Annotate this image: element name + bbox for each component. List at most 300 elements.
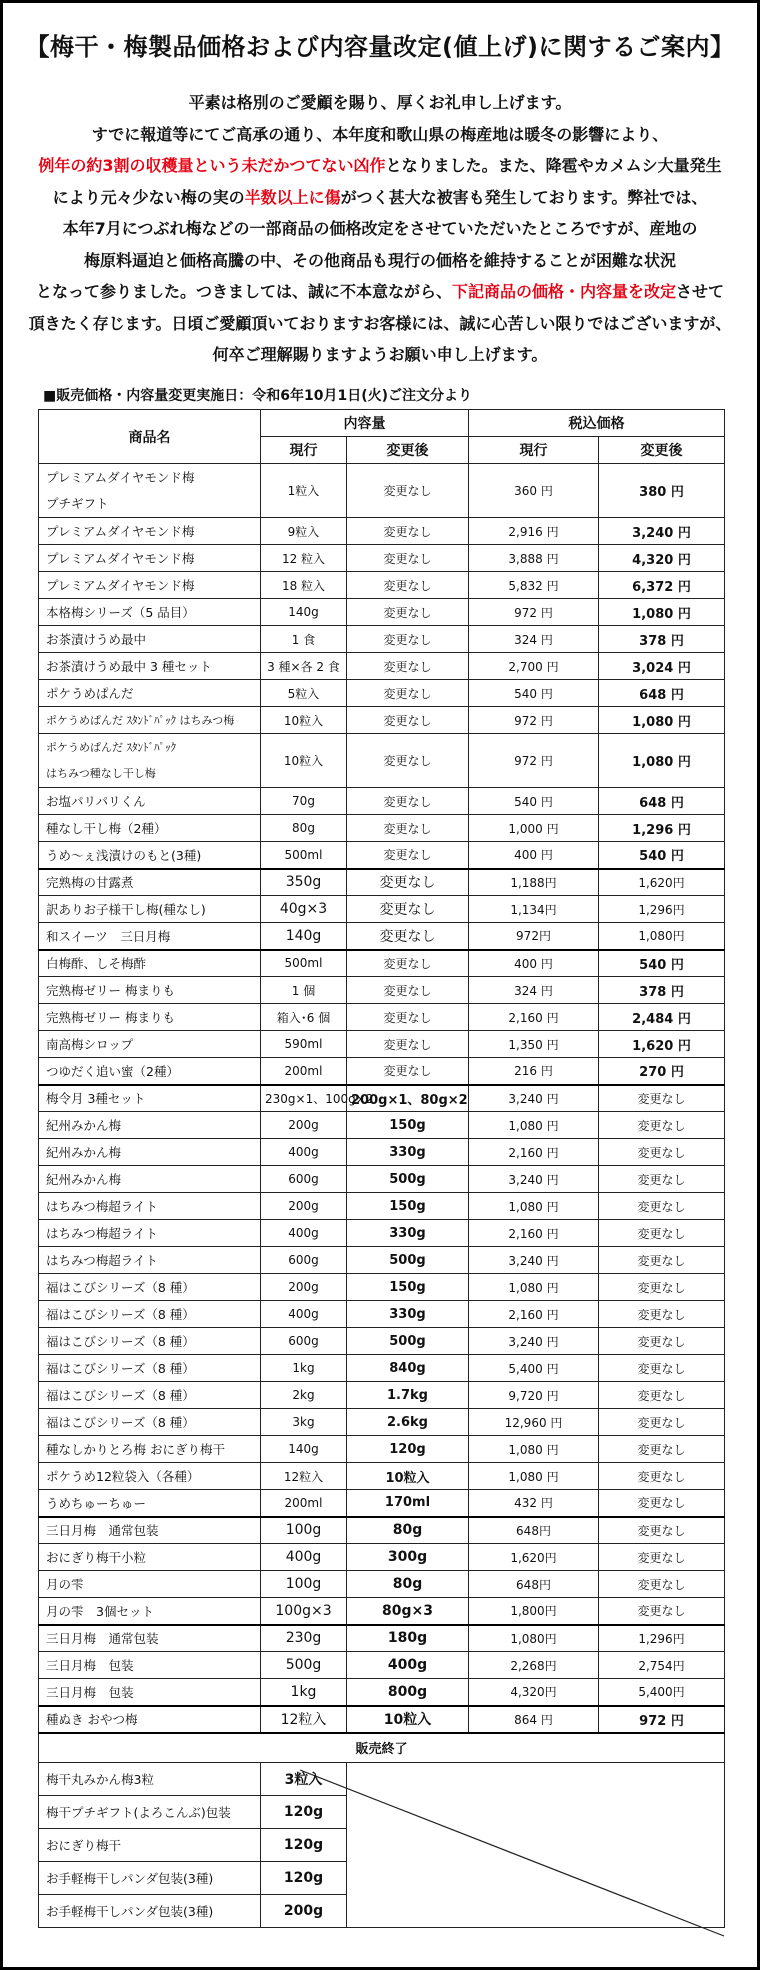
header-price-after: 変更後: [599, 437, 725, 464]
price-current: 1,134円: [469, 896, 599, 923]
price-current: 5,400 円: [469, 1355, 599, 1382]
content-current: 12 粒入: [261, 545, 347, 572]
price-after: 1,296円: [599, 1625, 725, 1652]
content-current: 140g: [261, 599, 347, 626]
price-table: [38, 409, 725, 1928]
content-after: 変更なし: [347, 734, 469, 788]
product-name: お塩パリパリくん: [39, 788, 261, 815]
content-after: 変更なし: [347, 572, 469, 599]
content-current: 5粒入: [261, 680, 347, 707]
product-name: 福はこびシリーズ（8 種）: [39, 1382, 261, 1409]
content-after: 変更なし: [347, 1058, 469, 1085]
price-after: 1,296 円: [599, 815, 725, 842]
header-product: 商品名: [39, 410, 261, 464]
price-current: 1,188円: [469, 869, 599, 896]
price-current: 972 円: [469, 599, 599, 626]
price-current: 3,240 円: [469, 1166, 599, 1193]
table-row: [39, 518, 725, 545]
product-name: [39, 464, 261, 518]
content-after: 330g: [347, 1220, 469, 1247]
content-current: 40g×3: [261, 896, 347, 923]
price-current: 400 円: [469, 950, 599, 977]
product-name: ポケうめぱんだ ｽﾀﾝﾄﾞﾊﾟｯｸ はちみつ梅: [39, 707, 261, 734]
price-current: 648円: [469, 1517, 599, 1544]
content-current: 200g: [261, 1274, 347, 1301]
price-current: 1,080 円: [469, 1274, 599, 1301]
content-after: 変更なし: [347, 842, 469, 869]
content-current: 3 種×各 2 食: [261, 653, 347, 680]
product-name: 梅令月 3種セット: [39, 1085, 261, 1112]
price-current: 432 円: [469, 1490, 599, 1517]
header-price-current: 現行: [469, 437, 599, 464]
table-row: [39, 1328, 725, 1355]
price-current: 1,800円: [469, 1598, 599, 1625]
price-after: 変更なし: [599, 1193, 725, 1220]
price-table-body: [39, 464, 725, 1928]
intro-text: [3, 87, 757, 371]
content-current: 100g×3: [261, 1598, 347, 1625]
content-current: 140g: [261, 923, 347, 950]
content-after: 変更なし: [347, 923, 469, 950]
content-after: 10粒入: [347, 1706, 469, 1733]
price-current: 3,240 円: [469, 1247, 599, 1274]
table-row: [39, 1220, 725, 1247]
intro-line: [3, 213, 757, 245]
price-after: 変更なし: [599, 1544, 725, 1571]
ended-content: 120g: [261, 1829, 347, 1862]
table-row: [39, 1274, 725, 1301]
table-row: [39, 1031, 725, 1058]
product-name: プレミアムダイヤモンド梅: [39, 545, 261, 572]
content-after: 120g: [347, 1436, 469, 1463]
price-current: 1,080 円: [469, 1193, 599, 1220]
ended-diagonal-line: [300, 1770, 724, 1936]
table-row: [39, 1463, 725, 1490]
intro-segment: すでに報道等にてご高承の通り、本年度和歌山県の梅産地は暖冬の影響により、: [91, 124, 669, 144]
content-current: 500ml: [261, 842, 347, 869]
price-after: 変更なし: [599, 1517, 725, 1544]
price-current: 2,160 円: [469, 1004, 599, 1031]
content-current: 100g: [261, 1517, 347, 1544]
price-current: 972 円: [469, 734, 599, 788]
content-after: 変更なし: [347, 896, 469, 923]
content-current: 10粒入: [261, 707, 347, 734]
content-after: 2.6kg: [347, 1409, 469, 1436]
content-after: 80g: [347, 1571, 469, 1598]
price-current: 972 円: [469, 707, 599, 734]
content-current: 350g: [261, 869, 347, 896]
price-current: 3,240 円: [469, 1085, 599, 1112]
content-after: 500g: [347, 1166, 469, 1193]
table-row: [39, 1571, 725, 1598]
price-after: 変更なし: [599, 1436, 725, 1463]
price-current: 1,080円: [469, 1625, 599, 1652]
ended-product-name: お手軽梅干しパンダ包装(3種): [39, 1895, 261, 1928]
intro-segment: がつく甚大な被害も発生しております。弊社では、: [340, 187, 708, 207]
table-row: [39, 1679, 725, 1706]
content-after: 840g: [347, 1355, 469, 1382]
content-current: 140g: [261, 1436, 347, 1463]
page-title: 【梅干・梅製品価格および内容量改定(値上げ)に関するご案内】: [25, 33, 735, 61]
price-current: 216 円: [469, 1058, 599, 1085]
product-name: 種なしかりとろ梅 おにぎり梅干: [39, 1436, 261, 1463]
product-name: 本格梅シリーズ（5 品目）: [39, 599, 261, 626]
content-current: 2kg: [261, 1382, 347, 1409]
content-current: 600g: [261, 1166, 347, 1193]
table-row: [39, 572, 725, 599]
content-current: 200ml: [261, 1490, 347, 1517]
product-name: 完熟梅の甘露煮: [39, 869, 261, 896]
content-current: 400g: [261, 1544, 347, 1571]
price-after: 540 円: [599, 842, 725, 869]
content-after: 80g×3: [347, 1598, 469, 1625]
table-row: [39, 1652, 725, 1679]
content-current: 1 個: [261, 977, 347, 1004]
product-name: 和スイーツ 三日月梅: [39, 923, 261, 950]
price-current: 324 円: [469, 626, 599, 653]
price-after: 3,024 円: [599, 653, 725, 680]
price-after: 変更なし: [599, 1328, 725, 1355]
table-row: [39, 869, 725, 896]
price-current: 1,350 円: [469, 1031, 599, 1058]
intro-line: [3, 339, 757, 371]
table-row: [39, 815, 725, 842]
price-after: 648 円: [599, 788, 725, 815]
product-name: 種なし干し梅（2種）: [39, 815, 261, 842]
product-name: ポケうめぱんだ: [39, 680, 261, 707]
content-current: 500ml: [261, 950, 347, 977]
product-name-line: ポケうめぱんだ ｽﾀﾝﾄﾞﾊﾟｯｸ: [46, 740, 176, 754]
table-row: [39, 977, 725, 1004]
content-after: 150g: [347, 1193, 469, 1220]
table-row: [39, 842, 725, 869]
price-after: 1,080円: [599, 923, 725, 950]
ended-content: 3粒入: [261, 1763, 347, 1796]
content-after: 変更なし: [347, 950, 469, 977]
intro-segment: 本年7月につぶれ梅などの一部商品の価格改定をさせていただいたところですが、産地の: [62, 219, 698, 238]
content-current: 10粒入: [261, 734, 347, 788]
content-current: 500g: [261, 1652, 347, 1679]
price-after: 2,754円: [599, 1652, 725, 1679]
price-current: 648円: [469, 1571, 599, 1598]
table-row: [39, 1193, 725, 1220]
table-row: [39, 1409, 725, 1436]
price-after: 変更なし: [599, 1112, 725, 1139]
product-name: 福はこびシリーズ（8 種）: [39, 1328, 261, 1355]
content-current: 18 粒入: [261, 572, 347, 599]
content-current: 12粒入: [261, 1706, 347, 1733]
intro-line: [3, 276, 757, 308]
product-name: 月の雫 3個セット: [39, 1598, 261, 1625]
price-after: 変更なし: [599, 1571, 725, 1598]
table-row: [39, 1706, 725, 1733]
price-current: 3,240 円: [469, 1328, 599, 1355]
table-row: [39, 1355, 725, 1382]
content-current: 400g: [261, 1139, 347, 1166]
content-after: 330g: [347, 1301, 469, 1328]
content-current: 箱入･6 個: [261, 1004, 347, 1031]
content-after: 400g: [347, 1652, 469, 1679]
price-after: 変更なし: [599, 1598, 725, 1625]
table-row: [39, 1517, 725, 1544]
intro-segment: 梅原料逼迫と価格高騰の中、その他商品も現行の価格を維持することが困難な状況: [83, 250, 676, 270]
content-after: 変更なし: [347, 788, 469, 815]
price-current: 864 円: [469, 1706, 599, 1733]
content-after: 170ml: [347, 1490, 469, 1517]
product-name: 福はこびシリーズ（8 種）: [39, 1409, 261, 1436]
price-after: 1,620 円: [599, 1031, 725, 1058]
content-after: 変更なし: [347, 707, 469, 734]
content-after: 変更なし: [347, 977, 469, 1004]
table-row: [39, 896, 725, 923]
content-current: 200g: [261, 1112, 347, 1139]
product-name: [39, 734, 261, 788]
intro-highlight: 例年の約3割の収穫量という未だかつてない凶作: [38, 156, 386, 175]
product-name: 南高梅シロップ: [39, 1031, 261, 1058]
product-name: 完熟梅ゼリー 梅まりも: [39, 1004, 261, 1031]
content-current: 600g: [261, 1247, 347, 1274]
content-after: 変更なし: [347, 680, 469, 707]
price-after: 270 円: [599, 1058, 725, 1085]
product-name: ポケうめ12粒袋入（各種）: [39, 1463, 261, 1490]
price-current: 1,620円: [469, 1544, 599, 1571]
content-current: 590ml: [261, 1031, 347, 1058]
product-name: 三日月梅 通常包装: [39, 1517, 261, 1544]
price-after: 変更なし: [599, 1247, 725, 1274]
table-row: [39, 1166, 725, 1193]
content-after: 200g×1、80g×2: [347, 1085, 469, 1112]
content-current: 400g: [261, 1220, 347, 1247]
content-after: 変更なし: [347, 464, 469, 518]
content-after: 500g: [347, 1328, 469, 1355]
table-row: [39, 950, 725, 977]
table-row: [39, 734, 725, 788]
price-current: 9,720 円: [469, 1382, 599, 1409]
intro-segment: となって参りました。つきましては、誠に不本意ながら、: [35, 282, 452, 301]
table-row: [39, 1436, 725, 1463]
price-current: 2,268円: [469, 1652, 599, 1679]
content-current: 1kg: [261, 1679, 347, 1706]
table-row: [39, 1004, 725, 1031]
content-after: 500g: [347, 1247, 469, 1274]
intro-segment: となりました。また、降雹やカメムシ大量発生: [385, 156, 722, 175]
content-current: 9粒入: [261, 518, 347, 545]
price-after: 変更なし: [599, 1301, 725, 1328]
price-current: 2,160 円: [469, 1139, 599, 1166]
content-after: 変更なし: [347, 1031, 469, 1058]
ended-label-row: [39, 1733, 725, 1763]
content-after: 変更なし: [347, 545, 469, 572]
intro-highlight: 下記商品の価格・内容量を改定: [451, 282, 676, 301]
intro-line: [3, 150, 757, 182]
price-after: 540 円: [599, 950, 725, 977]
price-current: 2,160 円: [469, 1301, 599, 1328]
content-current: 600g: [261, 1328, 347, 1355]
table-row: [39, 545, 725, 572]
product-name: プレミアムダイヤモンド梅: [39, 572, 261, 599]
price-current: 972円: [469, 923, 599, 950]
header-content-after: 変更後: [347, 437, 469, 464]
product-name: 紀州みかん梅: [39, 1112, 261, 1139]
price-after: 変更なし: [599, 1274, 725, 1301]
product-name: 福はこびシリーズ（8 種）: [39, 1301, 261, 1328]
price-table-wrap: [38, 409, 724, 1935]
intro-highlight: 半数以上に傷: [244, 187, 341, 207]
price-after: 5,400円: [599, 1679, 725, 1706]
table-row: [39, 1625, 725, 1652]
ended-product-name: おにぎり梅干: [39, 1829, 261, 1862]
content-after: 変更なし: [347, 653, 469, 680]
table-row: [39, 1247, 725, 1274]
product-name-line: はちみつ種なし干し梅: [46, 766, 156, 780]
price-current: 2,916 円: [469, 518, 599, 545]
effective-date-notice: ■販売価格・内容量変更実施日：令和6年10月1日(火)ご注文分より: [43, 388, 472, 404]
product-name: つゆだく追い蜜（2種）: [39, 1058, 261, 1085]
content-current: 1粒入: [261, 464, 347, 518]
intro-segment: 頂きたく存じます。日頃ご愛顧頂いておりますお客様には、誠に心苦しい限りではございますが、: [28, 313, 732, 333]
price-current: 3,888 円: [469, 545, 599, 572]
content-after: 変更なし: [347, 1004, 469, 1031]
price-after: 変更なし: [599, 1463, 725, 1490]
price-after: 変更なし: [599, 1085, 725, 1112]
price-after: 972 円: [599, 1706, 725, 1733]
content-after: 10粒入: [347, 1463, 469, 1490]
content-after: 150g: [347, 1274, 469, 1301]
product-name: 福はこびシリーズ（8 種）: [39, 1274, 261, 1301]
intro-line: [3, 119, 757, 151]
intro-segment: 平素は格別のご愛顧を賜り、厚くお礼申し上げます。: [188, 93, 572, 112]
content-after: 80g: [347, 1517, 469, 1544]
table-row: [39, 923, 725, 950]
table-row: [39, 1058, 725, 1085]
price-after: 変更なし: [599, 1490, 725, 1517]
table-row: [39, 1598, 725, 1625]
price-after: 380 円: [599, 464, 725, 518]
table-row: [39, 1544, 725, 1571]
table-row: [39, 788, 725, 815]
notice-sheet: [3, 3, 757, 1967]
content-after: 1.7kg: [347, 1382, 469, 1409]
content-current: 230g×1、100g×2: [261, 1085, 347, 1112]
price-current: 1,080 円: [469, 1463, 599, 1490]
price-current: 5,832 円: [469, 572, 599, 599]
price-after: 4,320 円: [599, 545, 725, 572]
product-name: 三日月梅 包装: [39, 1679, 261, 1706]
price-after: 648 円: [599, 680, 725, 707]
content-current: 70g: [261, 788, 347, 815]
table-row: [39, 464, 725, 518]
price-current: 324 円: [469, 977, 599, 1004]
price-after: 378 円: [599, 626, 725, 653]
product-name: 訳ありお子様干し梅(種なし): [39, 896, 261, 923]
product-name: はちみつ梅超ライト: [39, 1220, 261, 1247]
content-after: 変更なし: [347, 599, 469, 626]
price-after: 2,484 円: [599, 1004, 725, 1031]
table-row: [39, 1382, 725, 1409]
product-name: お茶漬けうめ最中 3 種セット: [39, 653, 261, 680]
product-name: はちみつ梅超ライト: [39, 1247, 261, 1274]
content-current: 400g: [261, 1301, 347, 1328]
content-after: 300g: [347, 1544, 469, 1571]
ended-product-name: 梅干丸みかん梅3粒: [39, 1763, 261, 1796]
product-name: うめ～ぇ浅漬けのもと(3種): [39, 842, 261, 869]
product-name: 月の雫: [39, 1571, 261, 1598]
table-row: [39, 599, 725, 626]
content-current: 200ml: [261, 1058, 347, 1085]
table-row: [39, 1490, 725, 1517]
content-current: 230g: [261, 1625, 347, 1652]
content-after: 150g: [347, 1112, 469, 1139]
price-after: 変更なし: [599, 1409, 725, 1436]
product-name: 白梅酢、しそ梅酢: [39, 950, 261, 977]
price-current: 2,160 円: [469, 1220, 599, 1247]
content-after: 変更なし: [347, 815, 469, 842]
price-current: 12,960 円: [469, 1409, 599, 1436]
price-after: 378 円: [599, 977, 725, 1004]
price-current: 540 円: [469, 788, 599, 815]
price-after: 1,080 円: [599, 734, 725, 788]
product-name: 紀州みかん梅: [39, 1139, 261, 1166]
price-current: 1,000 円: [469, 815, 599, 842]
content-current: 100g: [261, 1571, 347, 1598]
header-content: 内容量: [261, 410, 469, 437]
ended-content: 120g: [261, 1862, 347, 1895]
price-after: 変更なし: [599, 1166, 725, 1193]
product-name: 三日月梅 包装: [39, 1652, 261, 1679]
product-name: お茶漬けうめ最中: [39, 626, 261, 653]
header-price: 税込価格: [469, 410, 725, 437]
price-current: 1,080 円: [469, 1112, 599, 1139]
content-current: 3kg: [261, 1409, 347, 1436]
ended-product-name: お手軽梅干しパンダ包装(3種): [39, 1862, 261, 1895]
ended-content: 200g: [261, 1895, 347, 1928]
content-current: 1 食: [261, 626, 347, 653]
table-row: [39, 653, 725, 680]
price-after: 1,620円: [599, 869, 725, 896]
product-name: 完熟梅ゼリー 梅まりも: [39, 977, 261, 1004]
content-after: 330g: [347, 1139, 469, 1166]
intro-line: [3, 87, 757, 119]
intro-segment: により元々少ない梅の実の: [52, 187, 245, 207]
content-current: 12粒入: [261, 1463, 347, 1490]
price-current: 2,700 円: [469, 653, 599, 680]
price-current: 4,320円: [469, 1679, 599, 1706]
price-after: 変更なし: [599, 1139, 725, 1166]
price-current: 1,080 円: [469, 1436, 599, 1463]
product-name: プレミアムダイヤモンド梅: [39, 518, 261, 545]
price-after: 変更なし: [599, 1355, 725, 1382]
intro-segment: させて: [676, 282, 725, 301]
price-current: 540 円: [469, 680, 599, 707]
table-row: [39, 1112, 725, 1139]
product-name-line: プレミアムダイヤモンド梅: [46, 469, 195, 485]
table-row: [39, 626, 725, 653]
content-after: 変更なし: [347, 626, 469, 653]
table-row: [39, 1139, 725, 1166]
product-name: 紀州みかん梅: [39, 1166, 261, 1193]
ended-label: 販売終了: [39, 1733, 725, 1763]
price-current: 360 円: [469, 464, 599, 518]
price-after: 変更なし: [599, 1382, 725, 1409]
product-name: 種ぬき おやつ梅: [39, 1706, 261, 1733]
content-after: 変更なし: [347, 869, 469, 896]
product-name: 福はこびシリーズ（8 種）: [39, 1355, 261, 1382]
content-current: 80g: [261, 815, 347, 842]
price-after: 1,080 円: [599, 599, 725, 626]
table-row: [39, 1301, 725, 1328]
ended-product-name: 梅干プチギフト(よろこんぶ)包装: [39, 1796, 261, 1829]
content-current: 1kg: [261, 1355, 347, 1382]
